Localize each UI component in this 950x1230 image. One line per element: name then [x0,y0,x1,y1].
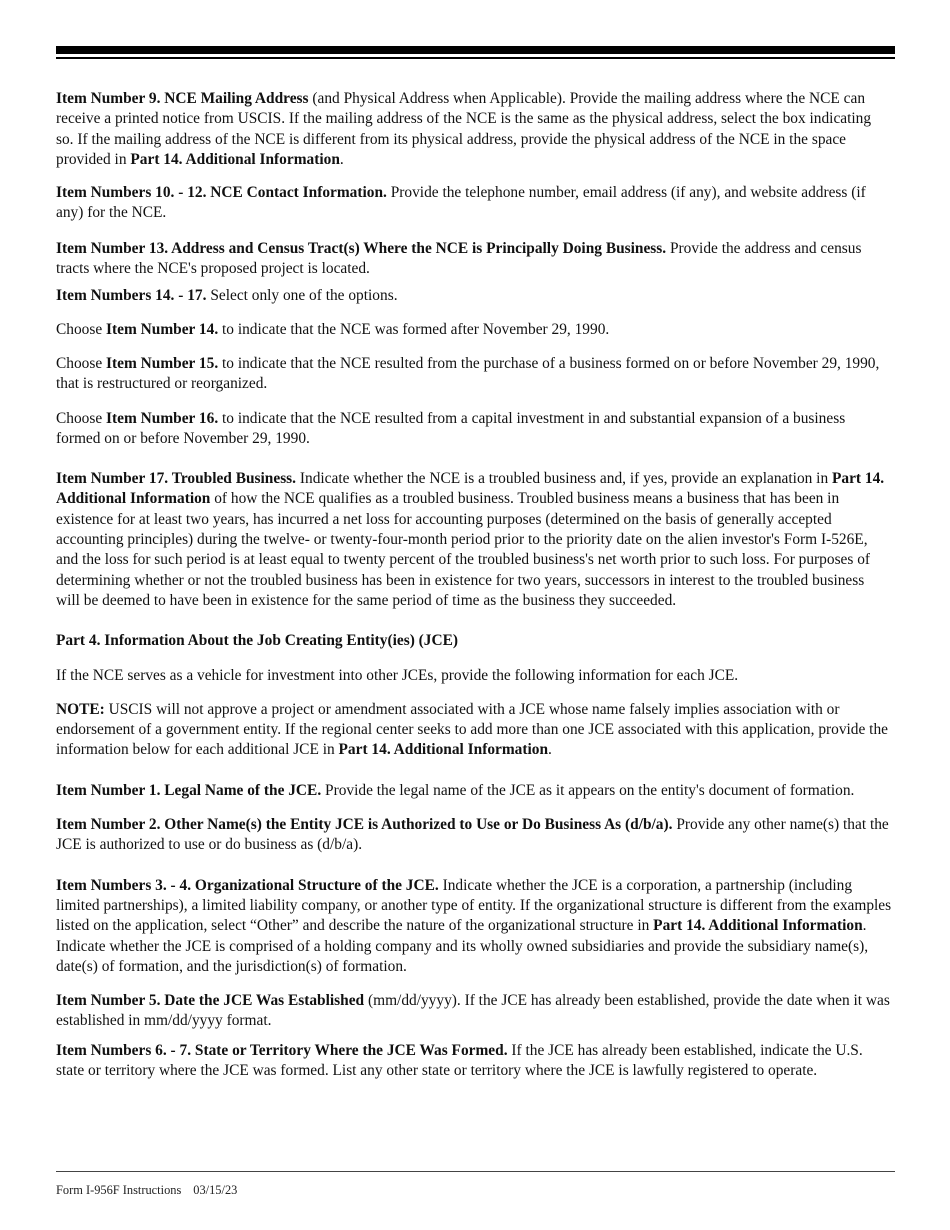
text-run: USCIS will not approve a project or amendment associated with a JCE whose name falsely implies association with or endorsement of a government entity. If the regional center seeks to add more than one JCE associated with this application, provide the information below for each additional JCE in [56,700,888,759]
part-4-intro [56,666,892,686]
note-paragraph [56,700,892,761]
text-run: Provide the legal name of the JCE as it appears on the entity's document of formation. [321,781,855,799]
text-run: Provide the telephone number, email address (if any), and website address (if any) for the NCE. [56,184,866,222]
bold-run: Part 14. Additional Information [338,741,549,759]
item-17-paragraph [56,469,892,611]
bold-run: Item Numbers 14. - 17. [56,287,207,305]
bold-run: Item Number 13. Address and Census Tract(s) Where the NCE is Principally Doing Business. [56,239,667,257]
text-run: . [548,741,552,759]
bold-run: Item Number 16. [106,409,219,427]
text-run: Choose [56,320,107,338]
text-run: of how the NCE qualifies as a troubled business. Troubled business means a business that has been in existence for at least two years, has incurred a net loss for accounting purposes (determined on the basis of generally accepted accounting principles) during the twelve- or twenty-four-month period prior to the priority date on the alien investor's Form I-526E, and the loss for such period is at least equal to twenty percent of the troubled business's net worth prior to such loss. For purposes of determining whether or not the troubled business has been in existence for two years, successors in interest to the troubled business will be deemed to have been in existence for the same period of time as the business they succeeded. [56,490,871,609]
text-run: Indicate whether the NCE is a troubled business and, if yes, provide an explanation in [296,470,832,488]
bold-run: Part 14. Additional Information [130,150,340,168]
instructions-body [56,89,892,1081]
bold-run: Item Numbers 3. - 4. Organizational Structure of the JCE. [56,876,439,894]
item-13-paragraph [56,239,892,280]
bold-run: Item Number 15. [106,354,219,372]
text-run: (and Physical Address when Applicable). Provide the mailing address where the NCE can receive a printed notice from USCIS. If the mailing address of the NCE is the same as the physical address, select the box indicating so. If the mailing address of the NCE is different from its physical address, provide the physical address of the NCE in the space provided in [56,90,872,168]
item-15-paragraph [56,354,892,395]
header-rule-thin [56,57,895,59]
bold-run: Item Number 5. Date the JCE Was Established [56,992,365,1010]
footer-date: 03/15/23 [193,1183,238,1197]
text-run: If the NCE serves as a vehicle for investment into other JCEs, provide the following information for each JCE. [56,666,739,684]
text-run: to indicate that the NCE resulted from a capital investment in and substantial expansion of a business formed on or before November 29, 1990. [56,409,846,447]
bold-run: Item Number 14. [106,320,219,338]
bold-run: Item Number 9. NCE Mailing Address [56,90,309,107]
bold-run: Item Numbers 6. - 7. State or Territory Where the JCE Was Formed. [56,1041,508,1059]
bold-run: NOTE: [56,700,105,718]
bold-run: Part 14. Additional Information [56,470,885,508]
text-run: (mm/dd/yyyy). If the JCE has already been established, provide the date when it was established in mm/dd/yyyy format. [56,992,890,1030]
jce-item-3-4-paragraph [56,876,892,977]
text-run: Provide any other name(s) that the JCE is authorized to use or do business as (d/b/a). [56,816,889,854]
bold-run: Item Number 2. Other Name(s) the Entity JCE is Authorized to Use or Do Business As (d/b/a). [56,816,673,834]
bold-run: Item Number 1. Legal Name of the JCE. [56,781,322,799]
jce-item-5-paragraph [56,991,892,1032]
part-4-heading [56,631,892,651]
item-9-paragraph [56,89,892,170]
text-run: Provide the address and census tracts where the NCE's proposed project is located. [56,239,862,278]
item-16-paragraph [56,409,892,450]
text-run: Choose [56,354,107,372]
footer-rule [56,1171,895,1172]
bold-run: Part 4. Information About the Job Creating Entity(ies) (JCE) [56,632,458,650]
item-14-paragraph [56,320,892,340]
footer-form-name: Form I-956F Instructions [56,1183,182,1197]
text-run: Select only one of the options. [206,287,398,305]
bold-run: Item Numbers 10. - 12. NCE Contact Information. [56,184,387,202]
page-footer [56,1183,249,1198]
jce-item-2-paragraph [56,815,892,856]
text-run: If the JCE has already been established, indicate the U.S. state or territory where the JCE was formed. List any other state or territory where the JCE is lawfully registered to operate. [56,1041,863,1079]
bold-run: Part 14. Additional Information [653,917,863,935]
jce-item-6-7-paragraph [56,1041,892,1082]
jce-item-1-paragraph [56,781,892,801]
text-run: to indicate that the NCE resulted from the purchase of a business formed on or before November 29, 1990, that is restructured or reorganized. [56,354,880,393]
item-10-12-paragraph [56,183,892,224]
header-rule-thick [56,46,895,54]
item-14-17-paragraph [56,286,892,306]
text-run: . [339,150,344,168]
text-run: . Indicate whether the JCE is comprised of a holding company and its wholly owned subsidiaries and provide the subsidiary name(s), date(s) of formation, and the jurisdiction(s) of formation. [56,917,869,975]
text-run: Indicate whether the JCE is a corporation, a partnership (including limited partnerships), a limited liability company, or another type of entity. If the organizational structure is different from the examples listed on the application, select “Other” and describe the nature of the organizational structure in [56,876,892,935]
text-run: to indicate that the NCE was formed after November 29, 1990. [218,320,610,338]
text-run: Choose [56,409,107,427]
bold-run: Item Number 17. Troubled Business. [56,470,297,488]
